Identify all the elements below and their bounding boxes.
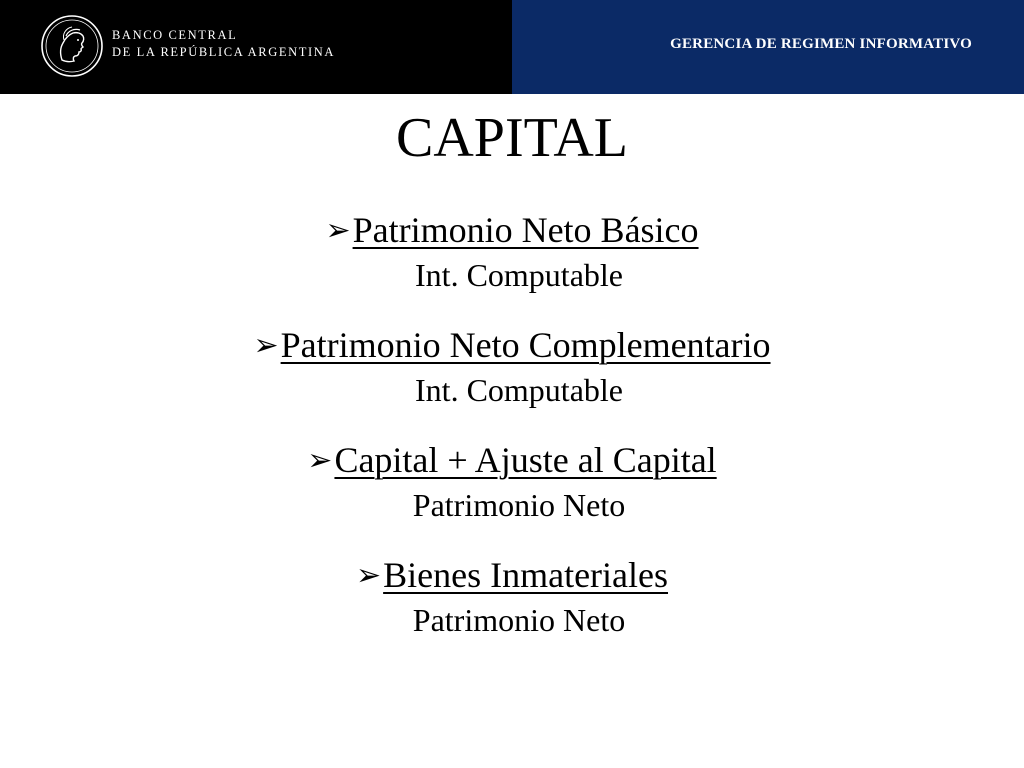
bullet-list [0, 206, 1024, 666]
list-item-title: Capital + Ajuste al Capital [334, 440, 717, 480]
department-name: GERENCIA DE REGIMEN INFORMATIVO [670, 36, 972, 52]
bcra-seal-logo-icon [40, 14, 104, 78]
arrow-right-icon: ➢ [325, 214, 351, 247]
bank-name-line-1: BANCO CENTRAL [112, 28, 238, 42]
list-item-heading [0, 436, 1024, 485]
arrow-right-icon: ➢ [355, 559, 382, 592]
slide-title: CAPITAL [396, 107, 628, 169]
list-item-heading [0, 551, 1024, 600]
bank-name [112, 27, 335, 61]
list-item-subtitle: Patrimonio Neto [412, 602, 626, 638]
list-item [0, 206, 1024, 295]
arrow-right-icon: ➢ [307, 444, 333, 477]
list-item-subtitle: Patrimonio Neto [412, 487, 626, 523]
list-item [0, 321, 1024, 410]
list-item-title: Patrimonio Neto Complementario [280, 325, 771, 365]
header-right-panel [512, 0, 1024, 94]
list-item-subtitle: Int. Computable [415, 372, 623, 408]
list-item-subtitle: Int. Computable [415, 257, 623, 293]
list-item-heading [0, 206, 1024, 255]
list-item [0, 551, 1024, 640]
header-bar [0, 0, 1024, 94]
list-item-title: Bienes Inmateriales [383, 555, 669, 595]
list-item-heading [0, 321, 1024, 370]
header-left-panel [0, 0, 512, 94]
list-item-title: Patrimonio Neto Básico [352, 210, 699, 250]
list-item [0, 436, 1024, 525]
bank-name-line-2: DE LA REPÚBLICA ARGENTINA [112, 45, 335, 59]
arrow-right-icon: ➢ [253, 329, 279, 362]
